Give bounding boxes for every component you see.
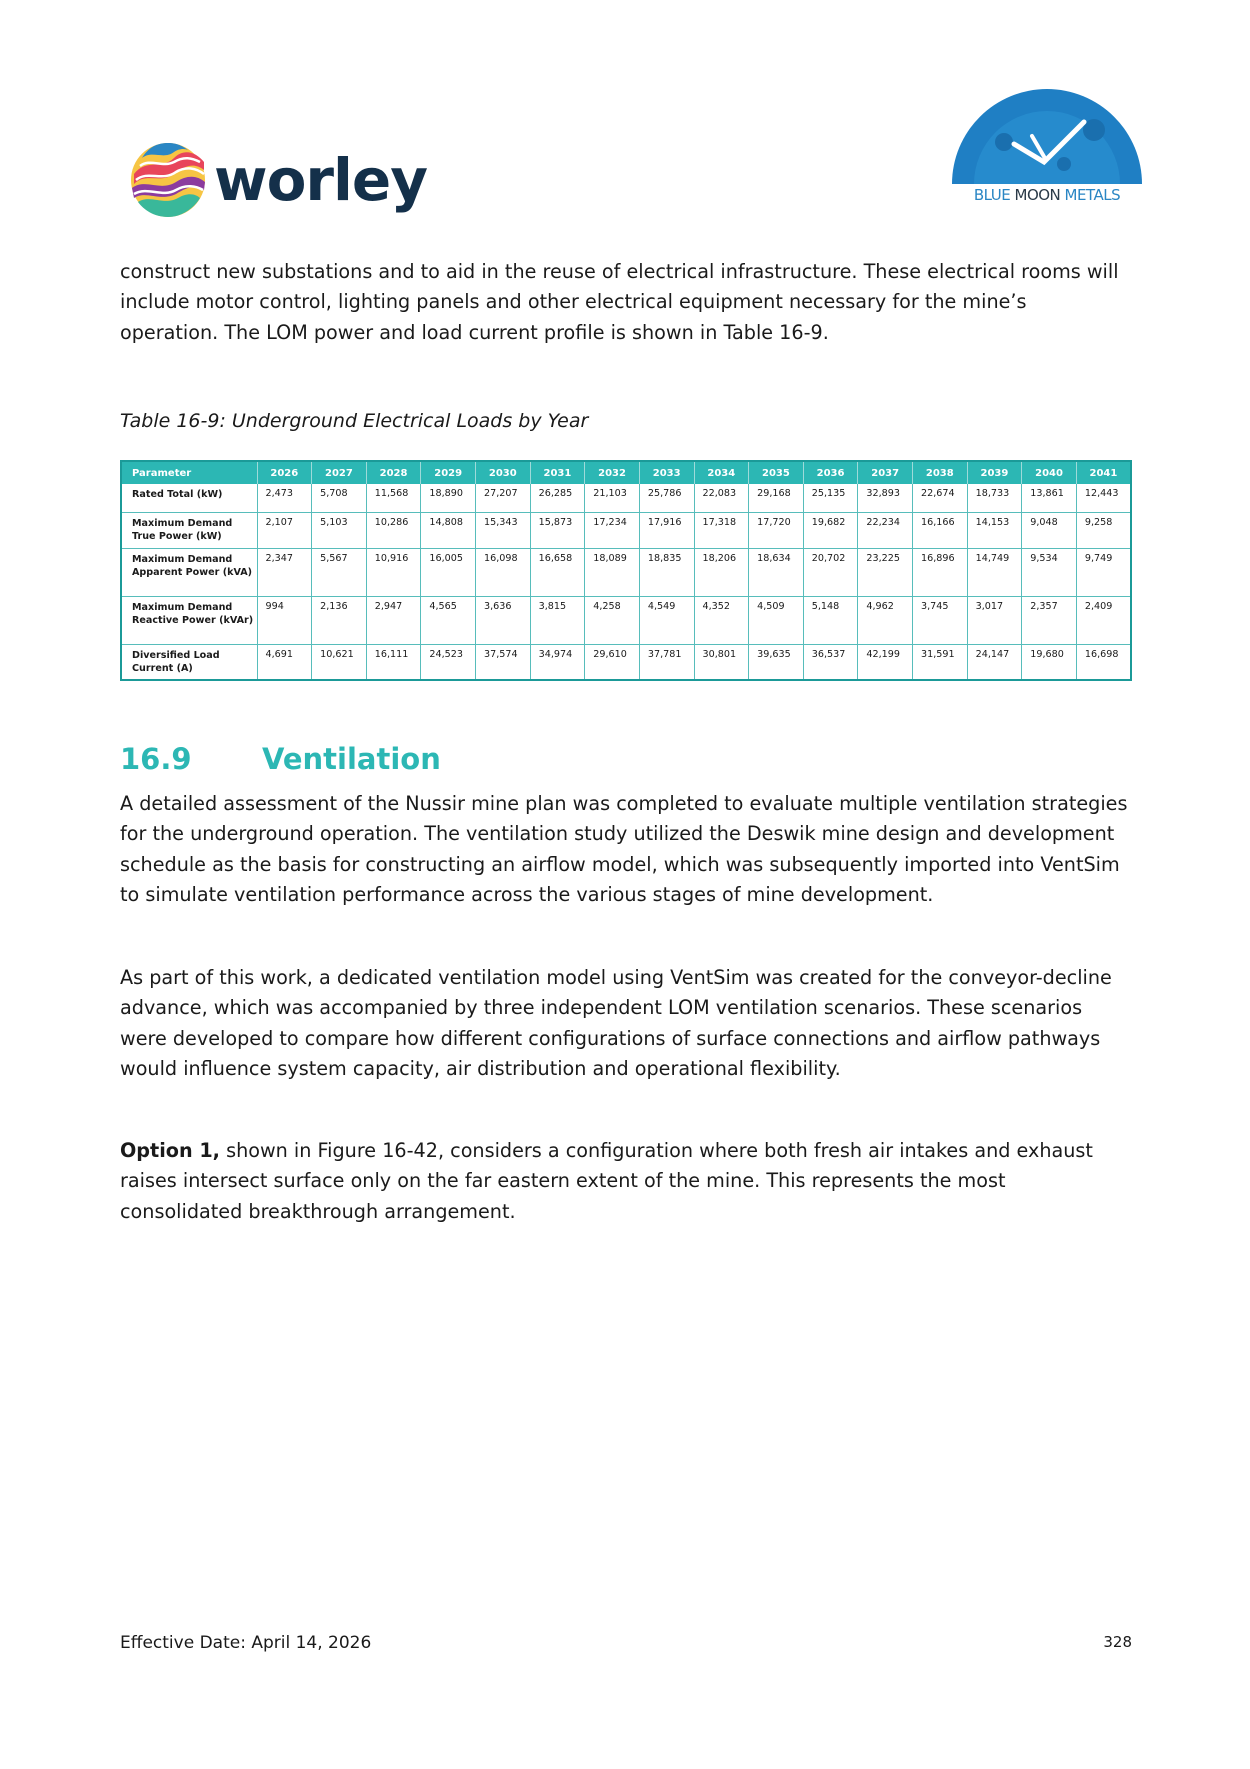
table-header-cell: 2031 bbox=[530, 461, 585, 484]
moon-icon bbox=[944, 82, 1150, 186]
table-cell: 4,509 bbox=[749, 596, 804, 644]
table-header-cell: 2035 bbox=[749, 461, 804, 484]
table-cell: 10,621 bbox=[312, 644, 367, 680]
table-cell: 4,565 bbox=[421, 596, 476, 644]
table-row bbox=[121, 596, 1131, 644]
body-paragraph-2: As part of this work, a dedicated ventilation model using VentSim was created for the conveyor-decline advance, which was accompanied by three independent LOM ventilation scenarios. These scenarios were developed to compare how different configurations of surface connections and airflow pathways would influence system capacity, air distribution and operational flexibility. bbox=[120, 966, 1112, 1081]
table-cell: 11,568 bbox=[366, 484, 421, 512]
table-cell: 34,974 bbox=[530, 644, 585, 680]
table-cell: 994 bbox=[257, 596, 312, 644]
table-cell: 27,207 bbox=[476, 484, 531, 512]
table-cell: 9,258 bbox=[1076, 512, 1131, 548]
table-header-cell: 2026 bbox=[257, 461, 312, 484]
table-cell: 4,352 bbox=[694, 596, 749, 644]
table-header-cell: 2039 bbox=[967, 461, 1022, 484]
table-header-row bbox=[121, 461, 1131, 484]
table-cell: 3,745 bbox=[913, 596, 968, 644]
table-cell: 37,574 bbox=[476, 644, 531, 680]
worley-logo bbox=[128, 140, 458, 220]
table-header-cell: 2028 bbox=[366, 461, 421, 484]
table-header-cell: 2037 bbox=[858, 461, 913, 484]
table-cell: 4,258 bbox=[585, 596, 640, 644]
table-cell: 15,873 bbox=[530, 512, 585, 548]
table-cell: 36,537 bbox=[803, 644, 858, 680]
table-cell: 3,017 bbox=[967, 596, 1022, 644]
table-cell: 16,098 bbox=[476, 548, 531, 596]
table-header-cell: Parameter bbox=[121, 461, 257, 484]
table-header-cell: 2030 bbox=[476, 461, 531, 484]
section-title: Ventilation bbox=[262, 742, 441, 776]
row-label: Maximum Demand True Power (kW) bbox=[121, 512, 257, 548]
table-cell: 29,168 bbox=[749, 484, 804, 512]
table-header-cell: 2034 bbox=[694, 461, 749, 484]
row-label: Maximum Demand Reactive Power (kVAr) bbox=[121, 596, 257, 644]
table-header-cell: 2033 bbox=[639, 461, 694, 484]
table-cell: 39,635 bbox=[749, 644, 804, 680]
table-row bbox=[121, 548, 1131, 596]
table-cell: 19,682 bbox=[803, 512, 858, 548]
table-cell: 42,199 bbox=[858, 644, 913, 680]
table-cell: 14,749 bbox=[967, 548, 1022, 596]
table-cell: 32,893 bbox=[858, 484, 913, 512]
table-cell: 16,698 bbox=[1076, 644, 1131, 680]
worley-wordmark: worley bbox=[214, 146, 428, 214]
table-cell: 9,749 bbox=[1076, 548, 1131, 596]
table-header-cell: 2040 bbox=[1022, 461, 1077, 484]
table-cell: 22,234 bbox=[858, 512, 913, 548]
table-cell: 5,567 bbox=[312, 548, 367, 596]
table-cell: 17,720 bbox=[749, 512, 804, 548]
table-cell: 31,591 bbox=[913, 644, 968, 680]
body-paragraph-1: A detailed assessment of the Nussir mine plan was completed to evaluate multiple ventilation strategies for the underground operation. The ventilation study utilized the Deswik mine design and development schedule as the basis for constructing an airflow model, which was subsequently imported into VentSim to simulate ventilation performance across the various stages of mine development. bbox=[120, 792, 1128, 907]
table-cell: 24,523 bbox=[421, 644, 476, 680]
table-cell: 18,733 bbox=[967, 484, 1022, 512]
table-header-cell: 2029 bbox=[421, 461, 476, 484]
table-cell: 5,103 bbox=[312, 512, 367, 548]
page-number: 328 bbox=[1103, 1633, 1132, 1651]
table-cell: 16,896 bbox=[913, 548, 968, 596]
table-row bbox=[121, 512, 1131, 548]
table-header-cell: 2032 bbox=[585, 461, 640, 484]
table-cell: 14,808 bbox=[421, 512, 476, 548]
table-cell: 4,691 bbox=[257, 644, 312, 680]
table-cell: 2,409 bbox=[1076, 596, 1131, 644]
table-cell: 18,890 bbox=[421, 484, 476, 512]
table-cell: 15,343 bbox=[476, 512, 531, 548]
table-cell: 3,636 bbox=[476, 596, 531, 644]
electrical-loads-table bbox=[120, 460, 1132, 681]
table-cell: 2,136 bbox=[312, 596, 367, 644]
table-cell: 2,357 bbox=[1022, 596, 1077, 644]
table-cell: 10,286 bbox=[366, 512, 421, 548]
table-cell: 22,674 bbox=[913, 484, 968, 512]
table-cell: 25,786 bbox=[639, 484, 694, 512]
table-cell: 4,962 bbox=[858, 596, 913, 644]
table-cell: 26,285 bbox=[530, 484, 585, 512]
option-description: shown in Figure 16-42, considers a configuration where both fresh air intakes and exhaust raises intersect surface only on the far eastern extent of the mine. This represents the most consolidated breakthrough arrangement. bbox=[120, 1139, 1093, 1223]
table-cell: 5,148 bbox=[803, 596, 858, 644]
table-header-cell: 2041 bbox=[1076, 461, 1131, 484]
table-cell: 20,702 bbox=[803, 548, 858, 596]
blue-moon-metals-logo bbox=[944, 82, 1150, 212]
table-cell: 16,005 bbox=[421, 548, 476, 596]
table-cell: 29,610 bbox=[585, 644, 640, 680]
table-cell: 25,135 bbox=[803, 484, 858, 512]
footer-effective-date: Effective Date: April 14, 2026 bbox=[120, 1633, 372, 1653]
table-cell: 30,801 bbox=[694, 644, 749, 680]
table-cell: 10,916 bbox=[366, 548, 421, 596]
table-row bbox=[121, 644, 1131, 680]
body-paragraph-3 bbox=[120, 1136, 1130, 1227]
table-cell: 17,234 bbox=[585, 512, 640, 548]
table-cell: 18,835 bbox=[639, 548, 694, 596]
table-cell: 9,534 bbox=[1022, 548, 1077, 596]
intro-paragraph: construct new substations and to aid in the reuse of electrical infrastructure. These electrical rooms will include motor control, lighting panels and other electrical equipment necessary for the mine’s operation. The LOM power and load current profile is shown in Table 16-9. bbox=[120, 260, 1119, 344]
table-cell: 37,781 bbox=[639, 644, 694, 680]
table-cell: 19,680 bbox=[1022, 644, 1077, 680]
row-label: Rated Total (kW) bbox=[121, 484, 257, 512]
table-cell: 16,658 bbox=[530, 548, 585, 596]
table-cell: 14,153 bbox=[967, 512, 1022, 548]
table-row bbox=[121, 484, 1131, 512]
table-cell: 12,443 bbox=[1076, 484, 1131, 512]
table-cell: 2,947 bbox=[366, 596, 421, 644]
table-cell: 2,107 bbox=[257, 512, 312, 548]
table-cell: 13,861 bbox=[1022, 484, 1077, 512]
table-cell: 23,225 bbox=[858, 548, 913, 596]
table-cell: 16,166 bbox=[913, 512, 968, 548]
table-cell: 17,318 bbox=[694, 512, 749, 548]
table-header-cell: 2038 bbox=[913, 461, 968, 484]
section-heading bbox=[120, 742, 441, 776]
table-cell: 2,473 bbox=[257, 484, 312, 512]
section-number: 16.9 bbox=[120, 742, 192, 776]
table-cell: 18,634 bbox=[749, 548, 804, 596]
table-cell: 18,089 bbox=[585, 548, 640, 596]
table-cell: 21,103 bbox=[585, 484, 640, 512]
option-label: Option 1, bbox=[120, 1139, 220, 1162]
table-cell: 22,083 bbox=[694, 484, 749, 512]
table-cell: 9,048 bbox=[1022, 512, 1077, 548]
table-header-cell: 2027 bbox=[312, 461, 367, 484]
table-cell: 2,347 bbox=[257, 548, 312, 596]
table-cell: 5,708 bbox=[312, 484, 367, 512]
table-cell: 4,549 bbox=[639, 596, 694, 644]
table-cell: 16,111 bbox=[366, 644, 421, 680]
table-header-cell: 2036 bbox=[803, 461, 858, 484]
table-cell: 24,147 bbox=[967, 644, 1022, 680]
blue-moon-metals-wordmark: BLUE MOON METALS bbox=[973, 186, 1121, 204]
table-caption: Table 16-9: Underground Electrical Loads by Year bbox=[120, 410, 589, 432]
row-label: Maximum Demand Apparent Power (kVA) bbox=[121, 548, 257, 596]
table-cell: 17,916 bbox=[639, 512, 694, 548]
table-cell: 18,206 bbox=[694, 548, 749, 596]
table-cell: 3,815 bbox=[530, 596, 585, 644]
worley-swirl-icon bbox=[128, 140, 208, 220]
row-label: Diversified Load Current (A) bbox=[121, 644, 257, 680]
